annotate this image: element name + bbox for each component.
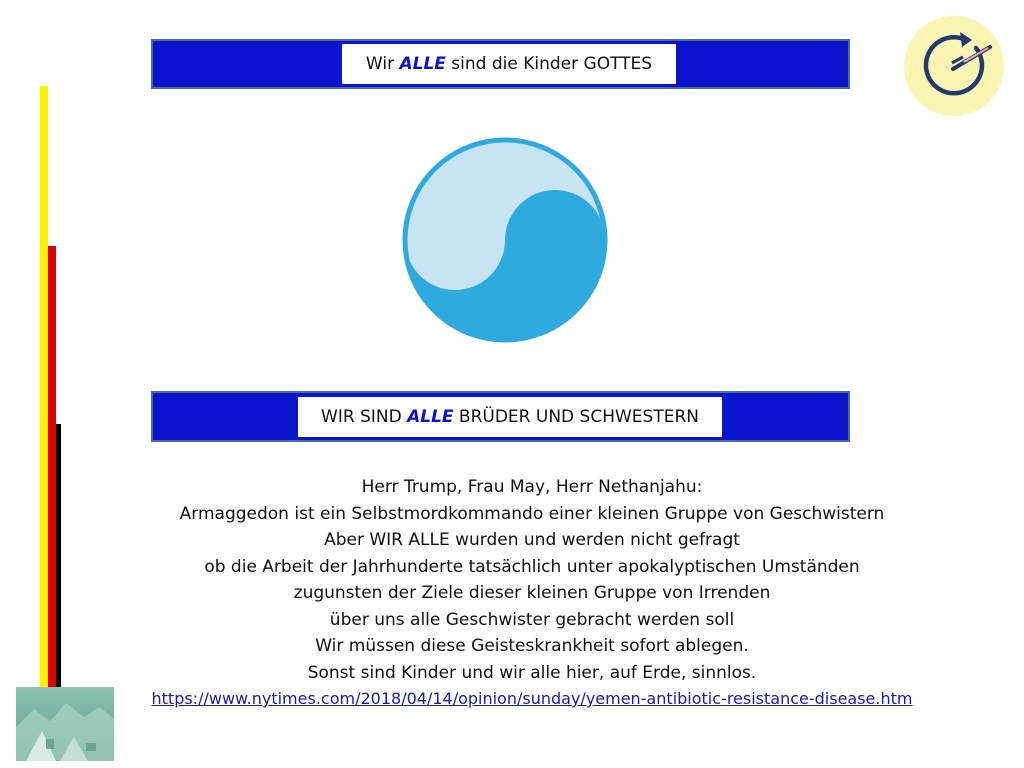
yin-yang-icon bbox=[402, 137, 608, 343]
clock-arrow-icon bbox=[904, 16, 1004, 116]
flag-bar-red bbox=[48, 246, 56, 688]
message-text bbox=[120, 474, 944, 713]
bottom-banner-prefix: WIR SIND bbox=[321, 407, 408, 427]
body-line: zugunsten der Ziele dieser kleinen Gruppe von Irrenden bbox=[293, 583, 771, 603]
top-banner-emphasis: ALLE bbox=[399, 54, 446, 74]
bottom-banner-emphasis: ALLE bbox=[407, 407, 454, 427]
flag-bar-black bbox=[56, 424, 61, 688]
bottom-banner bbox=[151, 391, 850, 442]
body-line: Wir müssen diese Geisteskrankheit sofort ablegen. bbox=[315, 636, 749, 656]
body-line: Herr Trump, Frau May, Herr Nethanjahu: bbox=[361, 477, 703, 497]
top-banner-label bbox=[342, 44, 676, 84]
landscape-thumbnail bbox=[16, 687, 114, 761]
body-line: Armaggedon ist ein Selbstmordkommando einer kleinen Gruppe von Geschwistern bbox=[179, 503, 885, 524]
body-line: Aber WIR ALLE wurden und werden nicht gefragt bbox=[324, 530, 740, 550]
top-banner-prefix: Wir bbox=[365, 54, 400, 74]
flag-bar-yellow bbox=[40, 86, 48, 688]
bottom-banner-label bbox=[298, 397, 722, 437]
bottom-banner-suffix: BRÜDER UND SCHWESTERN bbox=[453, 407, 699, 427]
body-line: Sonst sind Kinder und wir alle hier, auf Erde, sinnlos. bbox=[307, 662, 757, 683]
top-banner bbox=[151, 39, 850, 89]
nytimes-link[interactable]: https://www.nytimes.com/2018/04/14/opinion/sunday/yemen-antibiotic-resistance-disease.htm bbox=[151, 689, 913, 708]
body-line: ob die Arbeit der Jahrhunderte tatsächlich unter apokalyptischen Umständen bbox=[204, 556, 860, 577]
body-line: über uns alle Geschwister gebracht werden soll bbox=[329, 609, 735, 630]
top-banner-suffix: sind die Kinder GOTTES bbox=[445, 54, 653, 74]
